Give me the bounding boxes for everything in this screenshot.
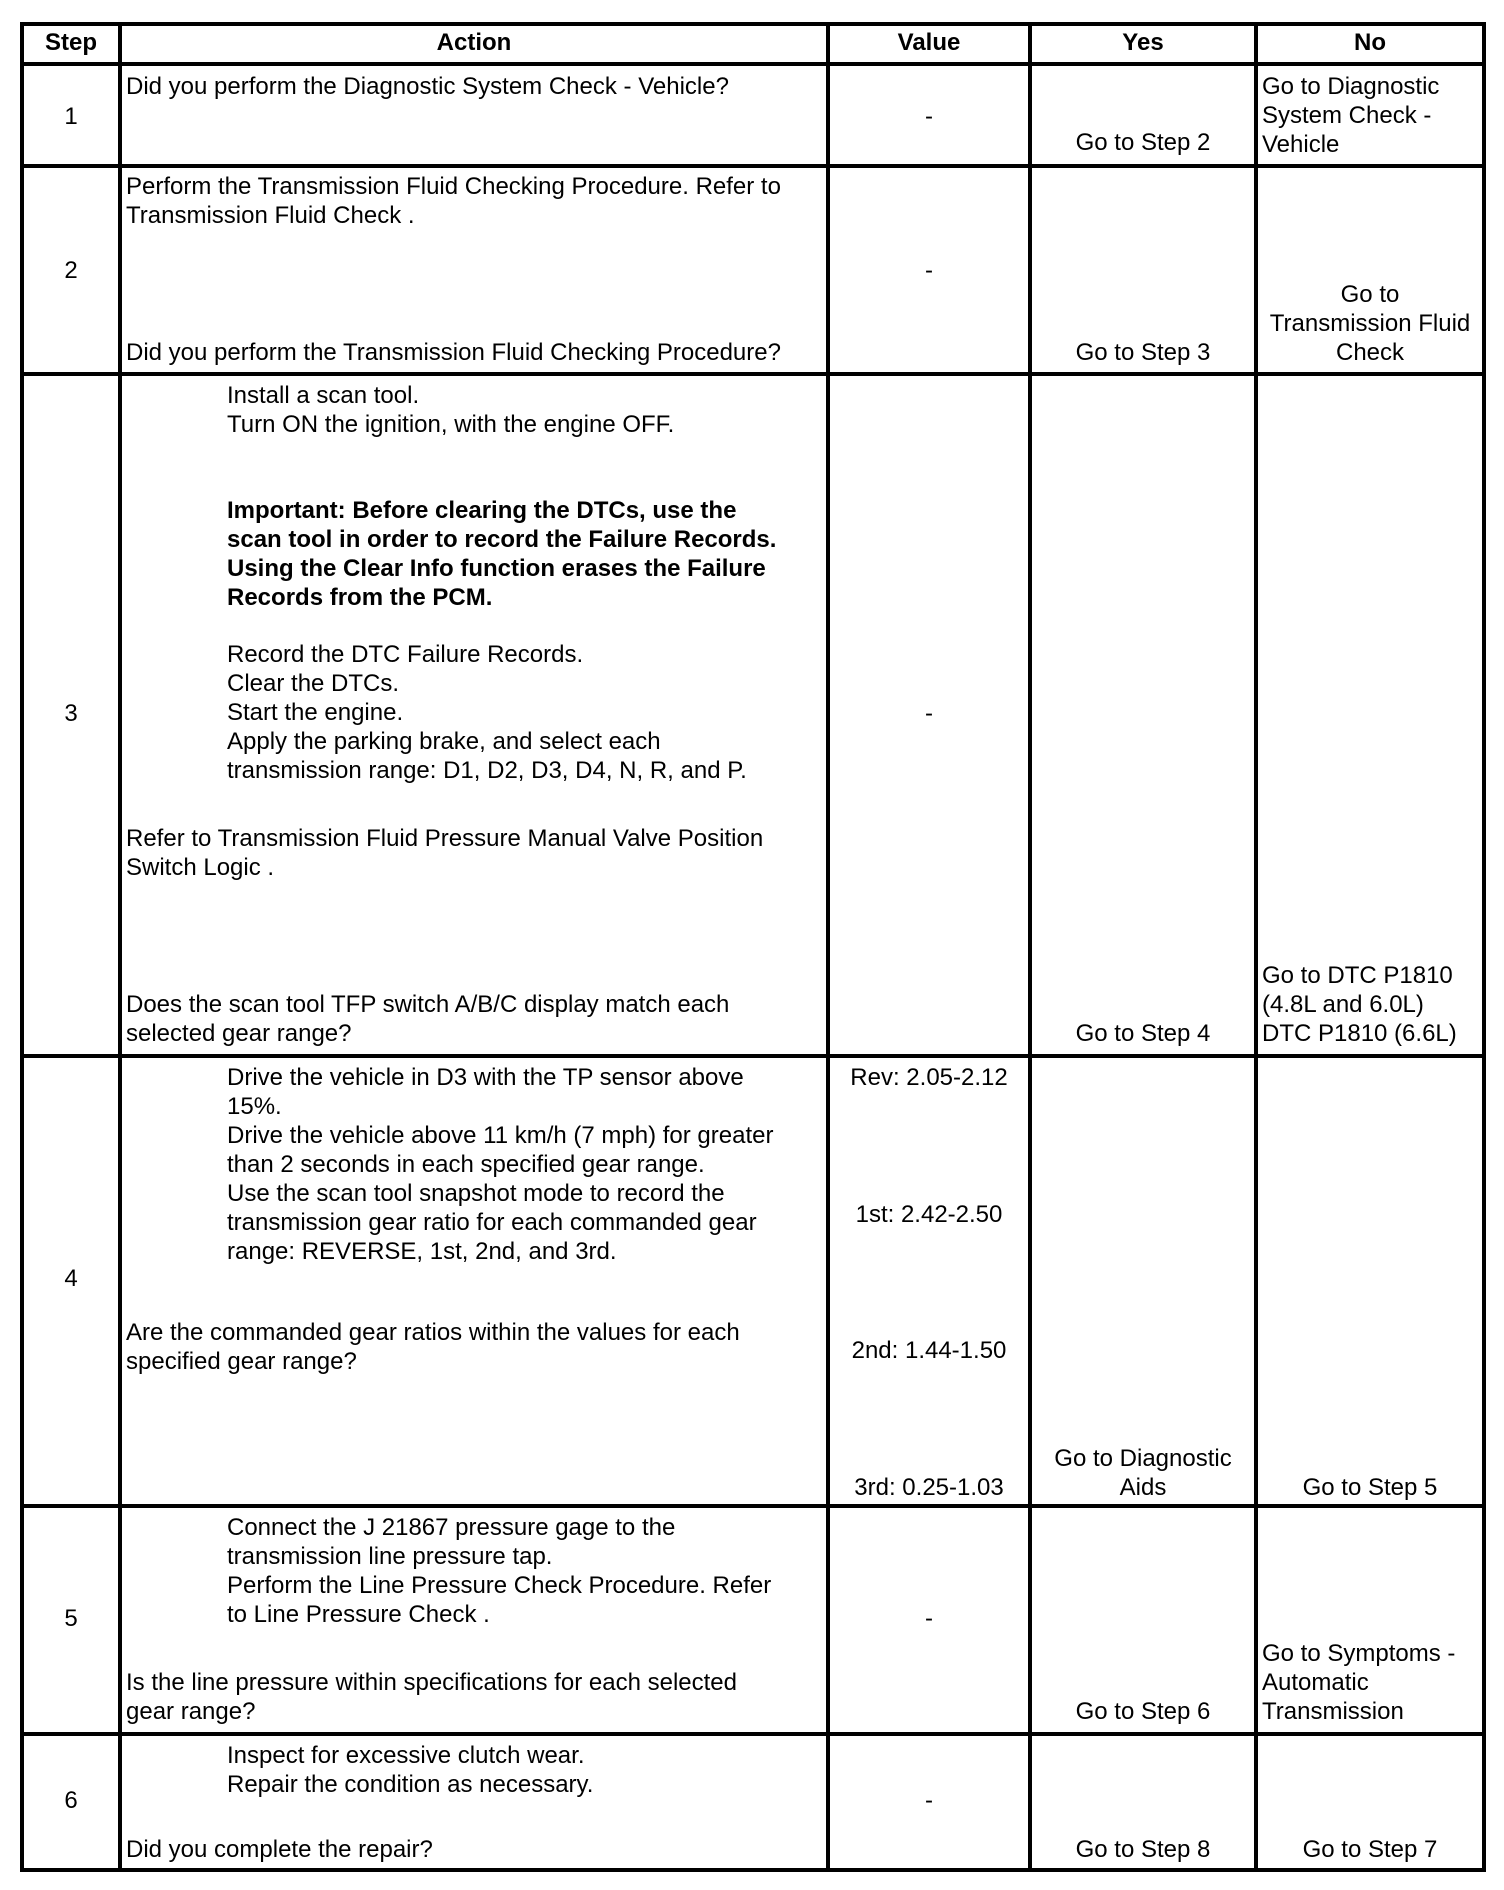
row3-record-line1: Record the DTC Failure Records. (227, 641, 584, 668)
header-no: No (1354, 29, 1386, 56)
row3-question-line1: Does the scan tool TFP switch A/B/C display match each (126, 991, 730, 1018)
row5-no-line1: Go to Symptoms - (1262, 1640, 1456, 1667)
row1-no-line2: System Check - (1262, 102, 1432, 129)
grid-line-row3 (20, 1054, 1486, 1058)
row3-refer-line1: Refer to Transmission Fluid Pressure Manual Valve Position (126, 825, 764, 852)
row2-no-line1: Go to (1340, 281, 1400, 308)
row1-yes: Go to Step 2 (1075, 129, 1211, 156)
row4-step-line1: Drive the vehicle in D3 with the TP sensor above (227, 1064, 744, 1091)
row3-step-line1: Install a scan tool. (227, 382, 420, 409)
row4-step-line7: range: REVERSE, 1st, 2nd, and 3rd. (227, 1238, 617, 1265)
row3-value: - (925, 700, 933, 727)
row4-question-line2: specified gear range? (126, 1348, 357, 1375)
grid-col-step (118, 22, 122, 1872)
row3-refer-line2: Switch Logic . (126, 854, 275, 881)
row3-step: 3 (64, 700, 78, 727)
row3-record-line2: Clear the DTCs. (227, 670, 400, 697)
row3-record-line4: Apply the parking brake, and select each (227, 728, 661, 755)
header-action: Action (436, 29, 512, 56)
row2-intro-line2: Transmission Fluid Check . (126, 202, 415, 229)
row2-no-line3: Check (1335, 339, 1405, 366)
row4-value-3rd: 3rd: 0.25-1.03 (854, 1474, 1004, 1501)
row4-value-2nd: 2nd: 1.44-1.50 (851, 1337, 1007, 1364)
row6-question: Did you complete the repair? (126, 1836, 433, 1863)
row3-important-line1: Important: Before clearing the DTCs, use the (227, 497, 737, 524)
grid-line-row4 (20, 1504, 1486, 1508)
row5-step-line1: Connect the J 21867 pressure gage to the (227, 1514, 676, 1541)
row5-question-line1: Is the line pressure within specifications for each selected (126, 1669, 737, 1696)
row2-no-line2: Transmission Fluid (1269, 310, 1471, 337)
row3-question-line2: selected gear range? (126, 1020, 352, 1047)
grid-line-header (20, 62, 1486, 66)
row3-step-line2: Turn ON the ignition, with the engine OFF. (227, 411, 675, 438)
row3-important-line3: Using the Clear Info function erases the Failure (227, 555, 766, 582)
grid-col-right (1482, 22, 1486, 1872)
row4-yes-line1: Go to Diagnostic (1054, 1445, 1232, 1472)
row5-step-line4: to Line Pressure Check . (227, 1601, 490, 1628)
row2-value: - (925, 257, 933, 284)
grid-line-row2 (20, 372, 1486, 376)
header-step: Step (44, 29, 97, 56)
row1-no-line3: Vehicle (1262, 131, 1340, 158)
grid-line-bottom (20, 1868, 1486, 1872)
row6-step-line2: Repair the condition as necessary. (227, 1771, 594, 1798)
row2-step: 2 (64, 257, 78, 284)
row5-no-line3: Transmission (1262, 1698, 1404, 1725)
row4-yes-line2: Aids (1119, 1474, 1167, 1501)
diagnostic-table (20, 22, 1486, 1872)
row5-step-line2: transmission line pressure tap. (227, 1543, 553, 1570)
row4-step-line2: 15%. (227, 1093, 282, 1120)
grid-col-value (1028, 22, 1032, 1872)
row4-step-line3: Drive the vehicle above 11 km/h (7 mph) for greater (227, 1122, 774, 1149)
row6-yes: Go to Step 8 (1075, 1836, 1211, 1863)
row2-intro-line1: Perform the Transmission Fluid Checking Procedure. Refer to (126, 173, 781, 200)
row6-step-line1: Inspect for excessive clutch wear. (227, 1742, 585, 1769)
grid-col-left (20, 22, 24, 1872)
row4-value-rev: Rev: 2.05-2.12 (850, 1064, 1008, 1091)
row4-value-1st: 1st: 2.42-2.50 (855, 1201, 1003, 1228)
row6-value: - (925, 1787, 933, 1814)
row3-no-line1: Go to DTC P1810 (1262, 962, 1453, 989)
row3-record-line3: Start the engine. (227, 699, 404, 726)
row2-question: Did you perform the Transmission Fluid Checking Procedure? (126, 339, 781, 366)
row6-no: Go to Step 7 (1302, 1836, 1438, 1863)
row4-step: 4 (64, 1265, 78, 1292)
row1-step: 1 (64, 103, 78, 130)
row5-question-line2: gear range? (126, 1698, 256, 1725)
row3-important-line2: scan tool in order to record the Failure Records. (227, 526, 777, 553)
row4-question-line1: Are the commanded gear ratios within the values for each (126, 1319, 740, 1346)
row5-no-line2: Automatic (1262, 1669, 1369, 1696)
row2-yes: Go to Step 3 (1075, 339, 1211, 366)
grid-line-row5 (20, 1732, 1486, 1736)
row5-value: - (925, 1605, 933, 1632)
row3-no-line3: DTC P1810 (6.6L) (1262, 1020, 1457, 1047)
row4-step-line5: Use the scan tool snapshot mode to record the (227, 1180, 725, 1207)
row4-step-line6: transmission gear ratio for each commanded gear (227, 1209, 757, 1236)
row3-no-line2: (4.8L and 6.0L) (1262, 991, 1424, 1018)
grid-line-top (20, 22, 1486, 26)
row1-question: Did you perform the Diagnostic System Check - Vehicle? (126, 73, 729, 100)
header-value: Value (897, 29, 961, 56)
row3-important-line4: Records from the PCM. (227, 584, 493, 611)
grid-line-row1 (20, 164, 1486, 168)
row1-no-line1: Go to Diagnostic (1262, 73, 1440, 100)
row4-no: Go to Step 5 (1302, 1474, 1438, 1501)
row5-step-line3: Perform the Line Pressure Check Procedure. Refer (227, 1572, 772, 1599)
row1-value: - (925, 103, 933, 130)
row5-step: 5 (64, 1605, 78, 1632)
row3-yes: Go to Step 4 (1075, 1020, 1211, 1047)
grid-col-action (826, 22, 830, 1872)
row4-step-line4: than 2 seconds in each specified gear range. (227, 1151, 705, 1178)
row5-yes: Go to Step 6 (1075, 1698, 1211, 1725)
row3-record-line5: transmission range: D1, D2, D3, D4, N, R, and P. (227, 757, 747, 784)
header-yes: Yes (1122, 29, 1164, 56)
row6-step: 6 (64, 1787, 78, 1814)
